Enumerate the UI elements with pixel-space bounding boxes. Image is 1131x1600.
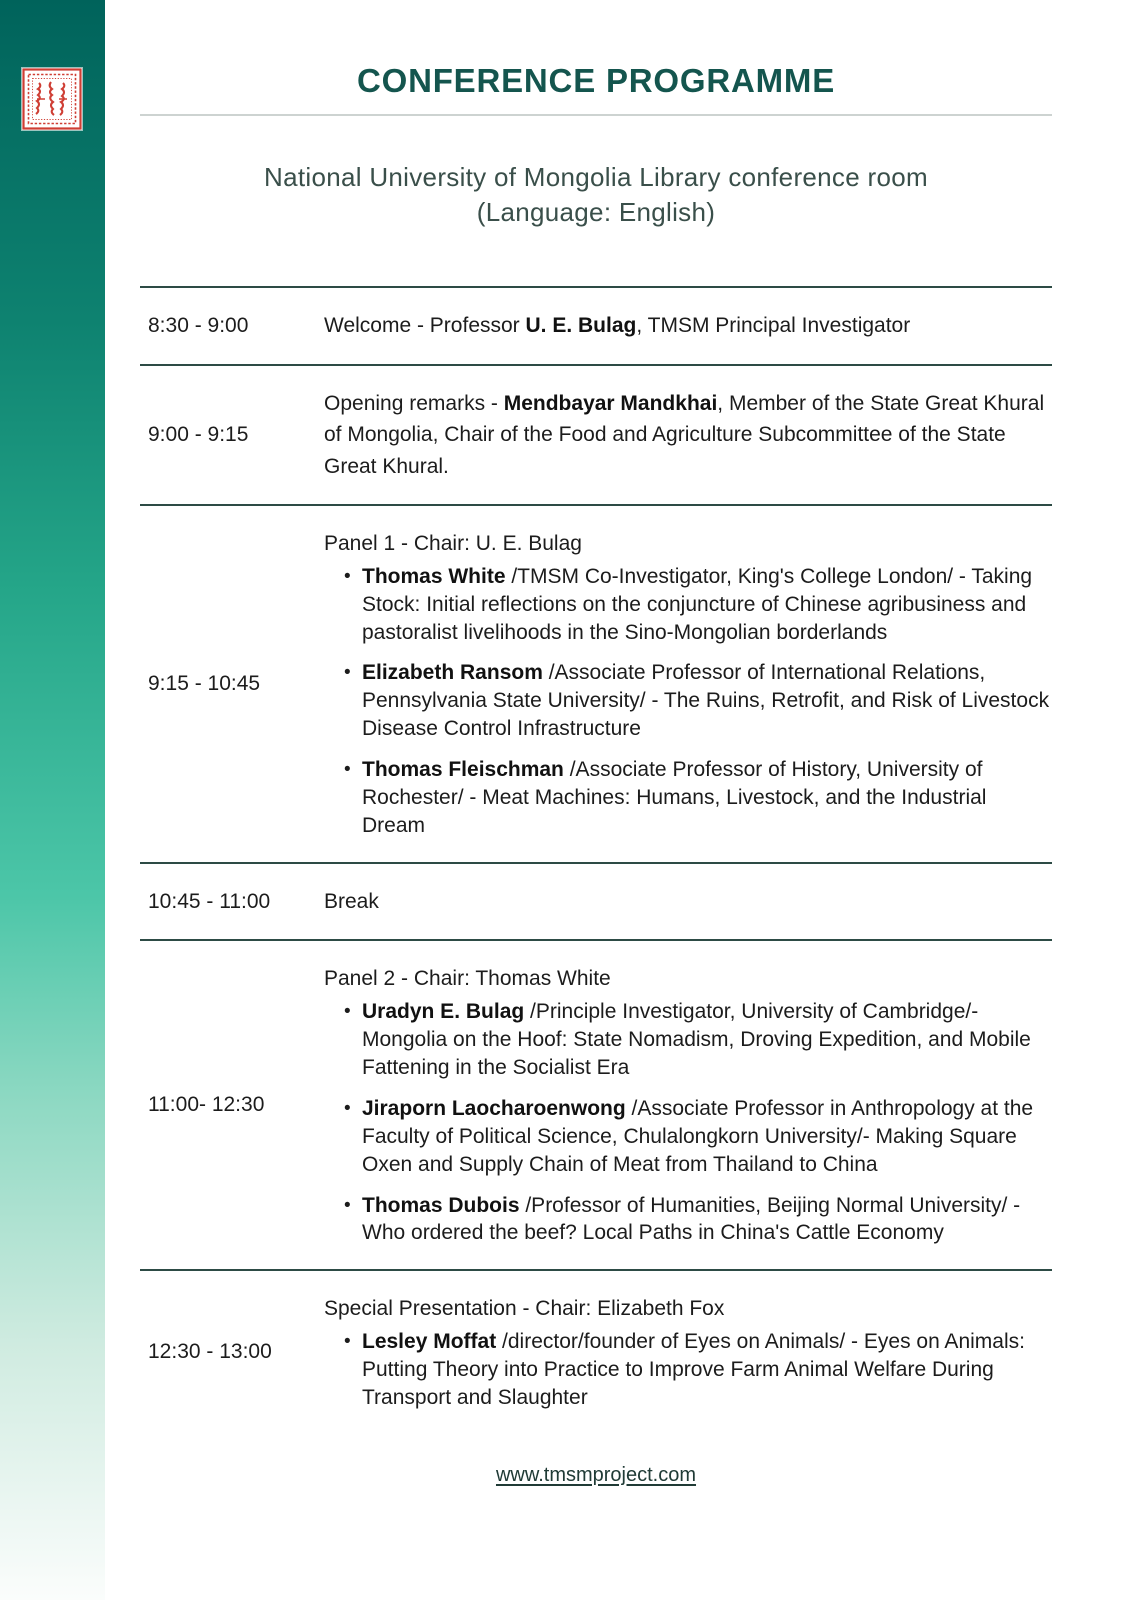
time-cell: 11:00- 12:30: [148, 1093, 265, 1117]
schedule-row: [140, 504, 1052, 862]
session-line: Special Presentation - Chair: Elizabeth Fox: [324, 1297, 725, 1321]
description-cell: [324, 528, 1052, 840]
bullet-item: [344, 1095, 1052, 1179]
schedule-table: [140, 286, 1052, 1433]
time-cell: 10:45 - 11:00: [148, 889, 271, 913]
time-cell: 9:00 - 9:15: [148, 422, 249, 446]
description-cell: [324, 963, 1052, 1247]
bullet-text: Thomas White /TMSM Co-Investigator, King's College London/ - Taking Stock: Initial reflections on the conjuncture of Chinese agribusiness and pastoralist livelihoods in the Sino-Mongolian borderlands: [362, 564, 1033, 644]
time-cell: 8:30 - 9:00: [148, 313, 249, 337]
schedule-row: [140, 1269, 1052, 1433]
title-divider: [140, 114, 1052, 116]
page-title: CONFERENCE PROGRAMME: [356, 62, 836, 99]
bullet-item: [344, 1328, 1052, 1412]
venue-line: National University of Mongolia Library conference room: [264, 162, 928, 192]
schedule-row: [140, 939, 1052, 1269]
bullet-text: Jiraporn Laocharoenwong /Associate Professor in Anthropology at the Faculty of Political Science, Chulalongkorn University/- Making Square Oxen and Supply Chain of Meat from Thailand to China: [362, 1096, 1034, 1176]
red-seal-stamp-icon: [22, 68, 82, 130]
language-line: (Language: English): [476, 197, 716, 228]
bullet-text: Uradyn E. Bulag /Principle Investigator, University of Cambridge/- Mongolia on the Hoof: State Nomadism, Droving Expedition, and Mobile Fattening in the Socialist Era: [362, 999, 1031, 1079]
session-line: Panel 2 - Chair: Thomas White: [324, 967, 611, 991]
bullet-dot-icon: •: [344, 662, 351, 684]
bullet-dot-icon: •: [344, 1000, 351, 1022]
session-line: Welcome - Professor U. E. Bulag, TMSM Principal Investigator: [324, 314, 911, 338]
session-line: Break: [324, 889, 379, 913]
description-cell: [324, 1293, 1052, 1411]
session-line: Opening remarks - Mendbayar Mandkhai, Member of the State Great Khural of Mongolia, Chair of the Food and Agriculture Subcommittee of the State Great Khural.: [324, 391, 1045, 478]
schedule-row: [140, 862, 1052, 940]
sidebar-gradient-band: [0, 0, 105, 1600]
main-content: [105, 0, 1131, 1600]
time-cell: 9:15 - 10:45: [148, 672, 261, 696]
bullet-item: [344, 1192, 1052, 1248]
bullet-text: Thomas Dubois /Professor of Humanities, Beijing Normal University/ - Who ordered the beef? Local Paths in China's Cattle Economy: [362, 1193, 1021, 1245]
schedule-row: [140, 286, 1052, 364]
schedule-row: [140, 364, 1052, 505]
description-cell: [324, 310, 1052, 342]
bullet-dot-icon: •: [344, 565, 351, 587]
bullet-item: [344, 756, 1052, 840]
bullet-dot-icon: •: [344, 1194, 351, 1216]
description-cell: [324, 388, 1052, 483]
session-line: Panel 1 - Chair: U. E. Bulag: [324, 532, 582, 556]
bullet-text: Thomas Fleischman /Associate Professor of History, University of Rochester/ - Meat Machines: Humans, Livestock, and the Industrial Dream: [362, 758, 987, 838]
footer: [140, 1464, 1052, 1527]
bullet-item: [344, 659, 1052, 743]
bullet-dot-icon: •: [344, 759, 351, 781]
bullet-dot-icon: •: [344, 1097, 351, 1119]
bullet-item: [344, 998, 1052, 1082]
time-cell: 12:30 - 13:00: [148, 1340, 272, 1364]
venue-subtitle: [140, 160, 1052, 230]
description-cell: [324, 886, 1052, 918]
bullet-text: Lesley Moffat /director/founder of Eyes on Animals/ - Eyes on Animals: Putting Theory into Practice to Improve Farm Animal Welfare During Transport and Slaughter: [362, 1329, 1025, 1409]
bullet-item: [344, 563, 1052, 647]
bullet-text: Elizabeth Ransom /Associate Professor of International Relations, Pennsylvania State University/ - The Ruins, Retrofit, and Risk of Livestock Disease Control Infrastructure: [362, 661, 1050, 741]
website-link[interactable]: www.tmsmproject.com: [495, 1463, 697, 1486]
bullet-dot-icon: •: [344, 1330, 351, 1352]
